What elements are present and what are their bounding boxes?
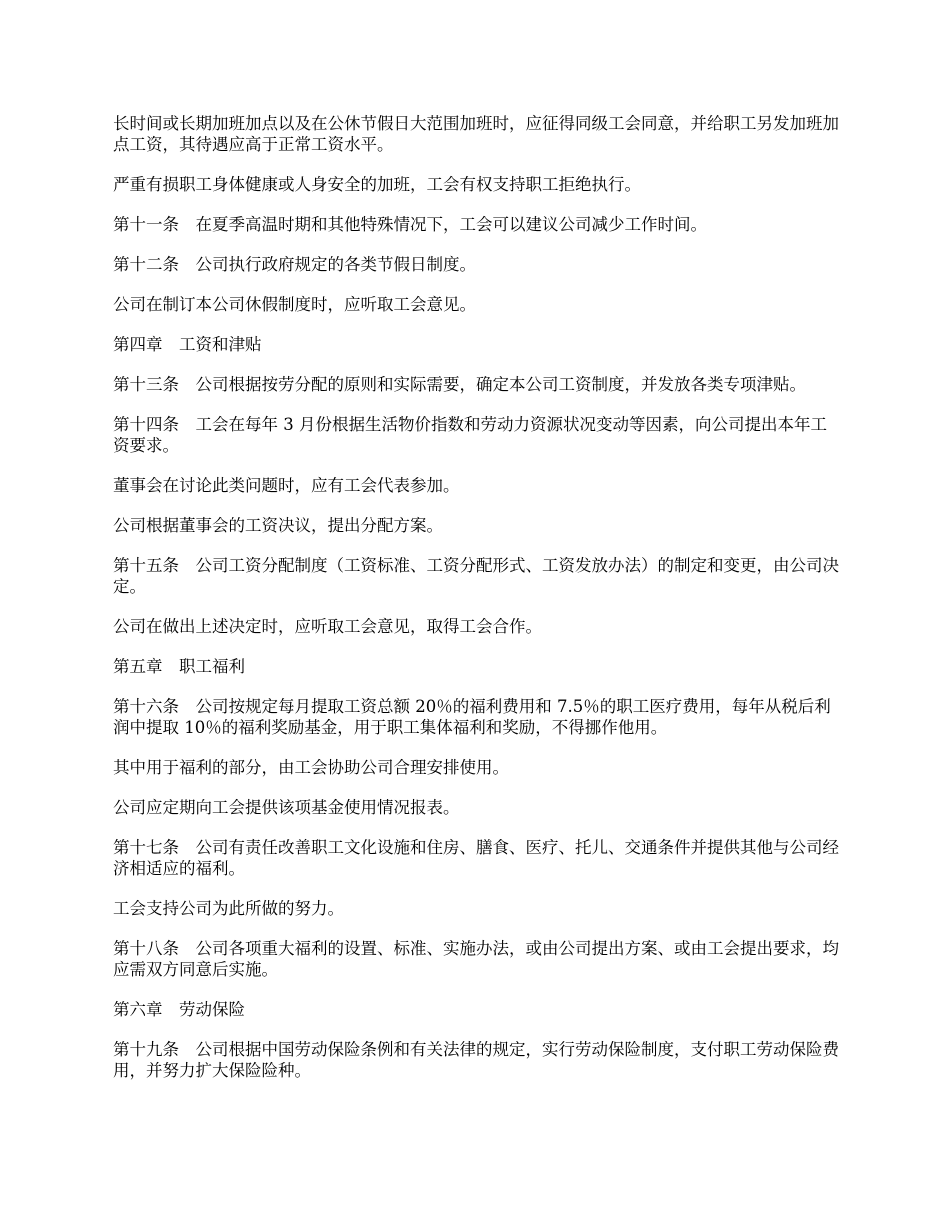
paragraph-refuse-overtime: 严重有损职工身体健康或人身安全的加班，工会有权支持职工拒绝执行。 bbox=[113, 175, 641, 194]
chapter-4-heading: 第四章 工资和津贴 bbox=[113, 335, 262, 354]
paragraph-fund-report: 公司应定期向工会提供该项基金使用情况报表。 bbox=[113, 798, 460, 817]
chapter-5-heading: 第五章 职工福利 bbox=[113, 657, 245, 676]
article-18: 第十八条 公司各项重大福利的设置、标准、实施办法，或由公司提出方案、或由工会提出要求，均应需双方同意后实施。 bbox=[113, 939, 839, 979]
document-body bbox=[113, 113, 843, 1100]
article-13: 第十三条 公司根据按劳分配的原则和实际需要，确定本公司工资制度，并发放各类专项津贴。 bbox=[113, 375, 806, 394]
paragraph-distribution-plan: 公司根据董事会的工资决议，提出分配方案。 bbox=[113, 516, 443, 535]
paragraph-union-cooperation: 公司在做出上述决定时，应听取工会意见，取得工会合作。 bbox=[113, 617, 542, 636]
paragraph-welfare-use: 其中用于福利的部分，由工会协助公司合理安排使用。 bbox=[113, 758, 509, 777]
paragraph-leave-policy: 公司在制订本公司休假制度时，应听取工会意见。 bbox=[113, 295, 476, 314]
article-19: 第十九条 公司根据中国劳动保险条例和有关法律的规定，实行劳动保险制度，支付职工劳动保险费用，并努力扩大保险险种。 bbox=[113, 1040, 839, 1080]
article-15: 第十五条 公司工资分配制度（工资标准、工资分配形式、工资发放办法）的制定和变更，由公司决定。 bbox=[113, 556, 839, 596]
paragraph-overtime-consent: 长时间或长期加班加点以及在公休节假日大范围加班时，应征得同级工会同意，并给职工另发加班加点工资，其待遇应高于正常工资水平。 bbox=[113, 114, 839, 154]
article-17: 第十七条 公司有责任改善职工文化设施和住房、膳食、医疗、托儿、交通条件并提供其他与公司经济相适应的福利。 bbox=[113, 838, 839, 878]
article-16: 第十六条 公司按规定每月提取工资总额 20％的福利费用和 7.5％的职工医疗费用，每年从税后利润中提取 10％的福利奖励基金，用于职工集体福利和奖励，不得挪作他用。 bbox=[113, 697, 831, 737]
article-12: 第十二条 公司执行政府规定的各类节假日制度。 bbox=[113, 255, 476, 274]
paragraph-board-discussion: 董事会在讨论此类问题时，应有工会代表参加。 bbox=[113, 476, 460, 495]
article-14: 第十四条 工会在每年 3 月份根据生活物价指数和劳动力资源状况变动等因素，向公司提出本年工资要求。 bbox=[113, 415, 827, 455]
article-11: 第十一条 在夏季高温时期和其他特殊情况下，工会可以建议公司减少工作时间。 bbox=[113, 215, 707, 234]
chapter-6-heading: 第六章 劳动保险 bbox=[113, 1000, 245, 1019]
paragraph-union-support: 工会支持公司为此所做的努力。 bbox=[113, 899, 344, 918]
